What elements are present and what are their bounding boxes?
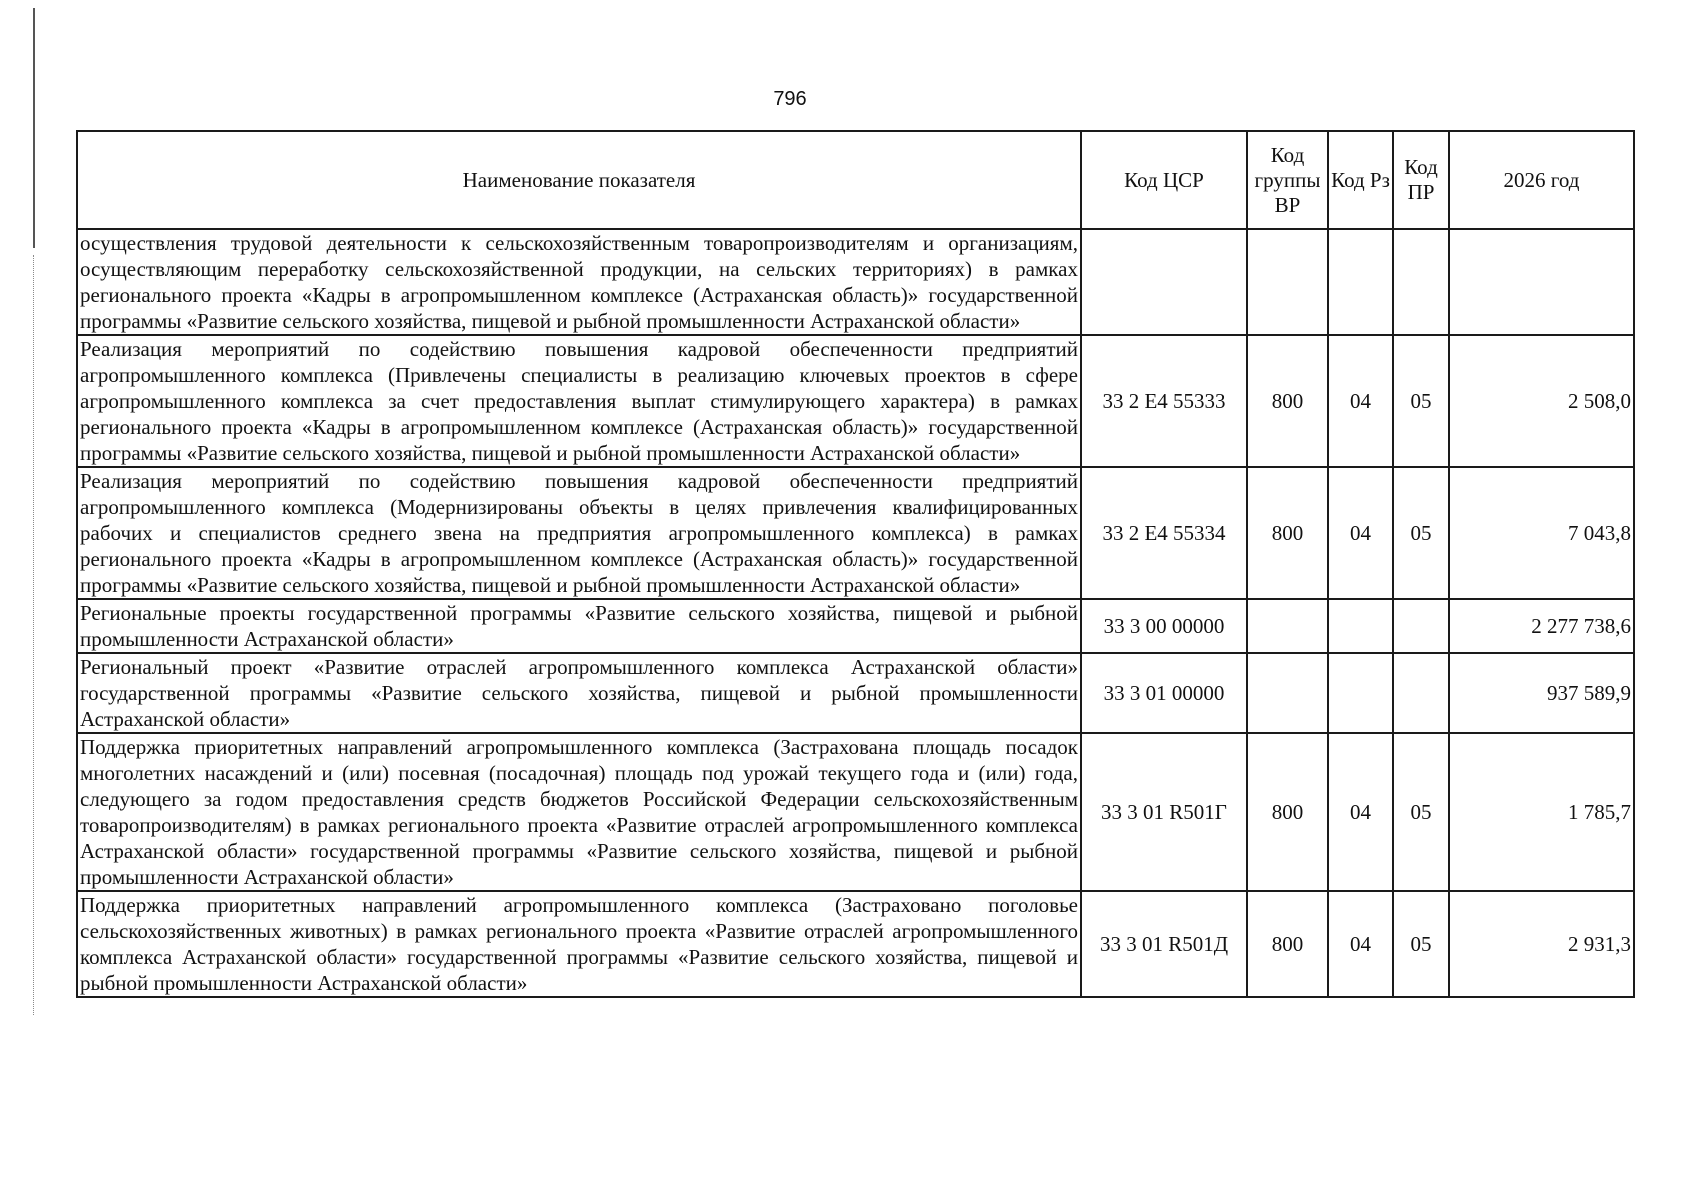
margin-dotted-rule <box>33 255 35 1015</box>
row-csr-code: 33 3 01 R501Г <box>1081 733 1247 891</box>
row-csr-code: 33 3 01 00000 <box>1081 653 1247 733</box>
row-vr-code: 800 <box>1247 733 1328 891</box>
row-vr-code: 800 <box>1247 467 1328 599</box>
row-pr-code: 05 <box>1393 733 1449 891</box>
row-name: осуществления трудовой деятельности к сельскохозяйственным товаропроизводителям и организациям, осуществляющим переработку сельскохозяйственной продукции, на сельских территориях) в рамках регионального проекта «Кадры в агропромышленном комплексе (Астраханская область)» государственной программы «Развитие сельского хозяйства, пищевой и рыбной промышленности Астраханской области» <box>77 229 1081 335</box>
table-row <box>77 335 1634 467</box>
header-name: Наименование показателя <box>77 131 1081 229</box>
table-header-row <box>77 131 1634 229</box>
row-pr-code: 05 <box>1393 891 1449 997</box>
row-name: Поддержка приоритетных направлений агропромышленного комплекса (Застраховано поголовье сельскохозяйственных животных) в рамках регионального проекта «Развитие отраслей агропромышленного комплекса Астраханской области» государственной программы «Развитие сельского хозяйства, пищевой и рыбной промышленности Астраханской области» <box>77 891 1081 997</box>
page-number: 796 <box>773 88 807 110</box>
row-name: Региональный проект «Развитие отраслей агропромышленного комплекса Астраханской области» государственной программы «Развитие сельского хозяйства, пищевой и рыбной промышленности Астраханской области» <box>77 653 1081 733</box>
header-pr-code: Код ПР <box>1393 131 1449 229</box>
row-name: Региональные проекты государственной программы «Развитие сельского хозяйства, пищевой и рыбной промышленности Астраханской области» <box>77 599 1081 653</box>
header-vr-code: Код группы ВР <box>1247 131 1328 229</box>
row-amount: 7 043,8 <box>1449 467 1634 599</box>
row-rz-code <box>1328 599 1393 653</box>
row-csr-code: 33 2 Е4 55334 <box>1081 467 1247 599</box>
row-vr-code <box>1247 653 1328 733</box>
row-name: Реализация мероприятий по содействию повышения кадровой обеспеченности предприятий агропромышленного комплекса (Привлечены специалисты в реализацию ключевых проектов в сфере агропромышленного комплекса за счет предоставления выплат стимулирующего характера) в рамках регионального проекта «Кадры в агропромышленном комплексе (Астраханская область)» государственной программы «Развитие сельского хозяйства, пищевой и рыбной промышленности Астраханской области» <box>77 335 1081 467</box>
row-pr-code: 05 <box>1393 467 1449 599</box>
row-csr-code <box>1081 229 1247 335</box>
row-rz-code <box>1328 653 1393 733</box>
budget-table <box>76 130 1635 998</box>
table-row <box>77 653 1634 733</box>
row-amount: 1 785,7 <box>1449 733 1634 891</box>
row-rz-code: 04 <box>1328 467 1393 599</box>
row-rz-code <box>1328 229 1393 335</box>
header-year-2026: 2026 год <box>1449 131 1634 229</box>
row-pr-code: 05 <box>1393 335 1449 467</box>
table-row <box>77 467 1634 599</box>
margin-rule <box>33 8 35 248</box>
table-row <box>77 733 1634 891</box>
row-vr-code: 800 <box>1247 891 1328 997</box>
row-name: Поддержка приоритетных направлений агропромышленного комплекса (Застрахована площадь посадок многолетних насаждений и (или) посевная (посадочная) площадь под урожай текущего года и (или) года, следующего за годом предоставления средств бюджетов Российской Федерации сельскохозяйственным товаропроизводителям) в рамках регионального проекта «Развитие отраслей агропромышленного комплекса Астраханской области» государственной программы «Развитие сельского хозяйства, пищевой и рыбной промышленности Астраханской области» <box>77 733 1081 891</box>
header-csr-code: Код ЦСР <box>1081 131 1247 229</box>
row-csr-code: 33 2 Е4 55333 <box>1081 335 1247 467</box>
row-amount: 937 589,9 <box>1449 653 1634 733</box>
row-vr-code: 800 <box>1247 335 1328 467</box>
row-rz-code: 04 <box>1328 891 1393 997</box>
row-amount: 2 931,3 <box>1449 891 1634 997</box>
row-pr-code <box>1393 229 1449 335</box>
row-rz-code: 04 <box>1328 335 1393 467</box>
row-amount: 2 508,0 <box>1449 335 1634 467</box>
row-csr-code: 33 3 00 00000 <box>1081 599 1247 653</box>
row-pr-code <box>1393 653 1449 733</box>
table-row <box>77 229 1634 335</box>
row-pr-code <box>1393 599 1449 653</box>
row-vr-code <box>1247 599 1328 653</box>
row-amount: 2 277 738,6 <box>1449 599 1634 653</box>
row-rz-code: 04 <box>1328 733 1393 891</box>
row-name: Реализация мероприятий по содействию повышения кадровой обеспеченности предприятий агропромышленного комплекса (Модернизированы объекты в целях привлечения квалифицированных рабочих и специалистов среднего звена на предприятия агропромышленного комплекса) в рамках регионального проекта «Кадры в агропромышленном комплексе (Астраханская область)» государственной программы «Развитие сельского хозяйства, пищевой и рыбной промышленности Астраханской области» <box>77 467 1081 599</box>
row-vr-code <box>1247 229 1328 335</box>
table-row <box>77 891 1634 997</box>
header-rz-code: Код Рз <box>1328 131 1393 229</box>
table-row <box>77 599 1634 653</box>
row-amount <box>1449 229 1634 335</box>
row-csr-code: 33 3 01 R501Д <box>1081 891 1247 997</box>
